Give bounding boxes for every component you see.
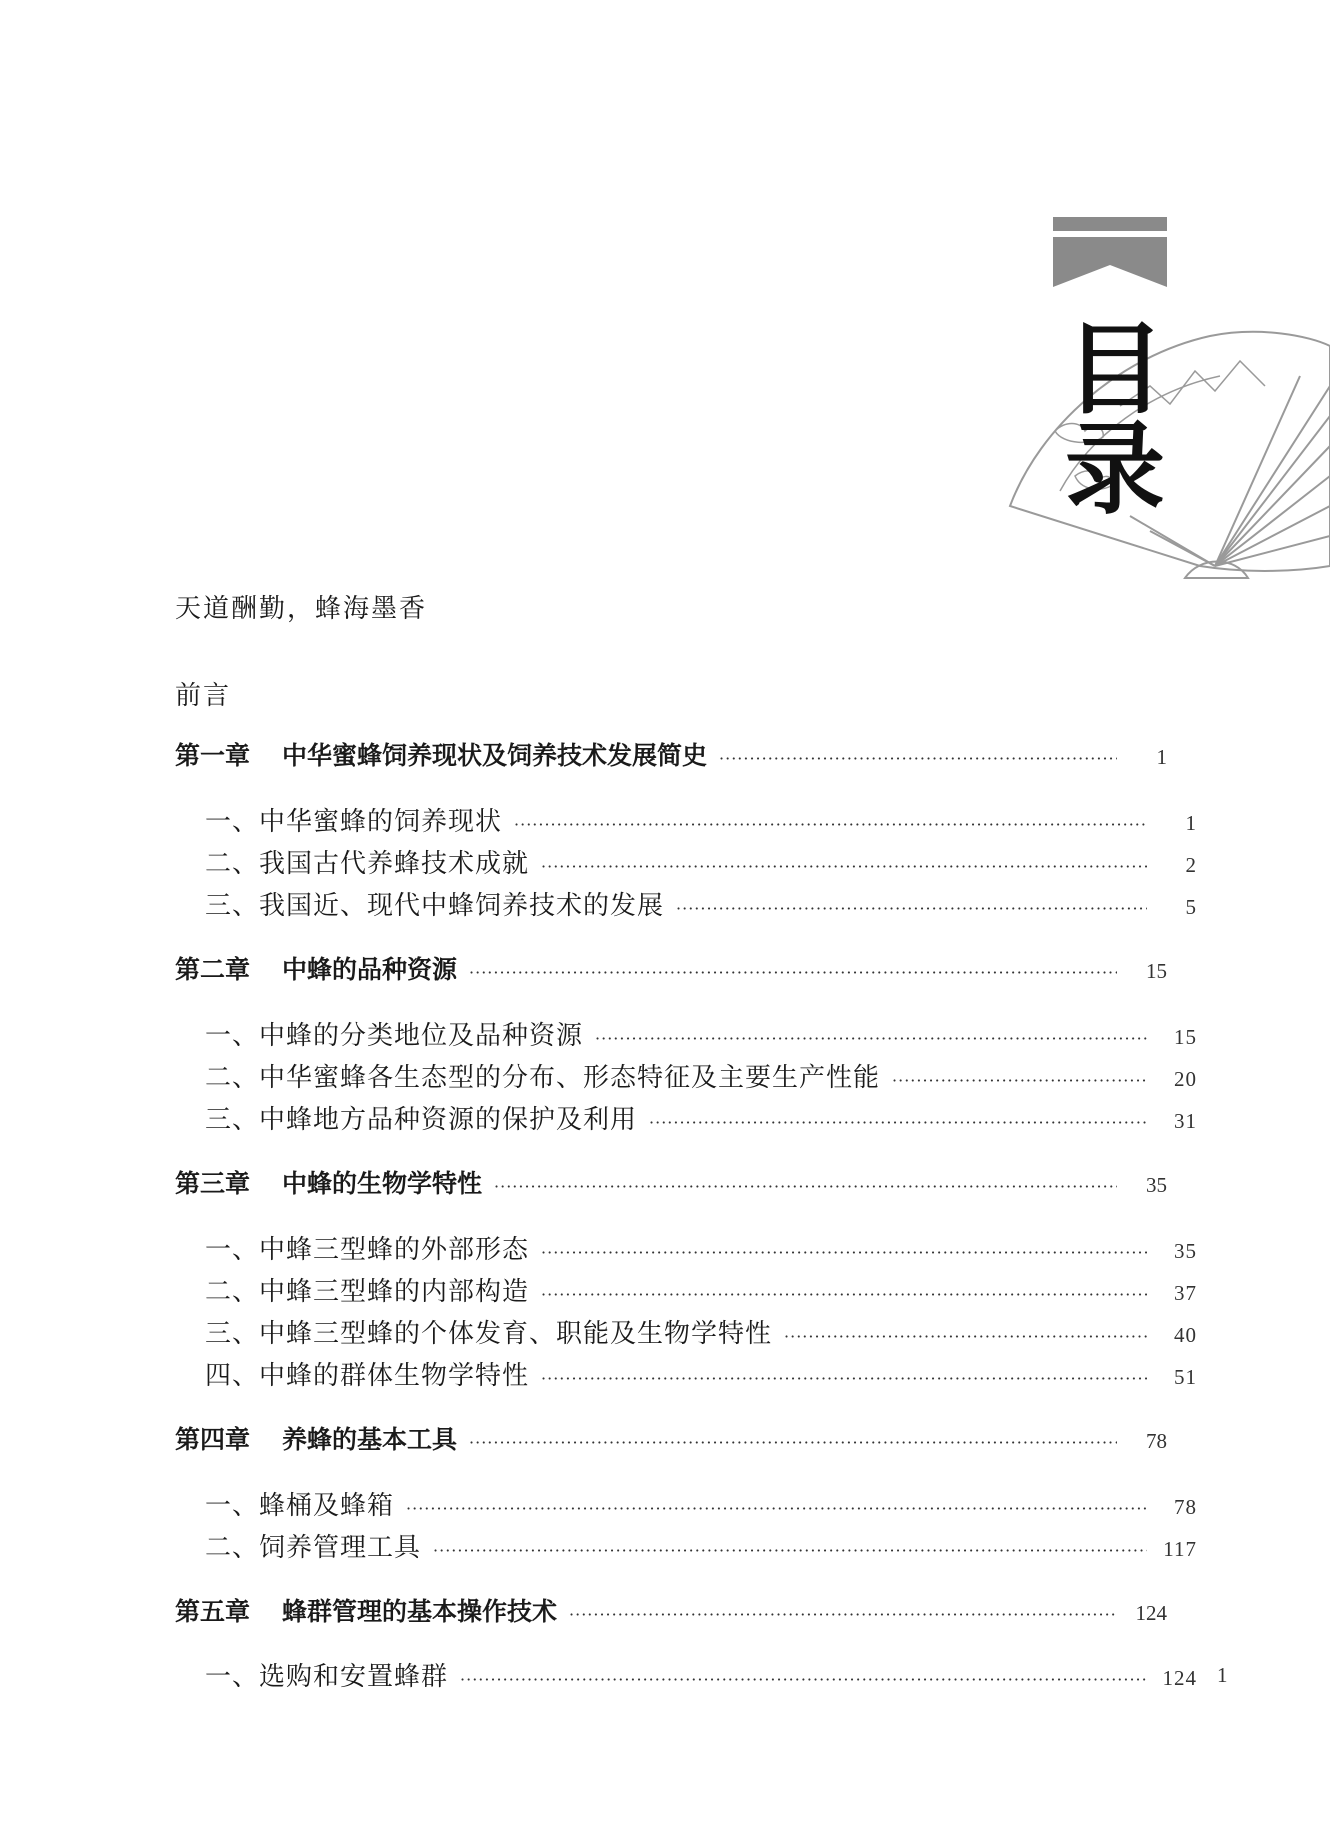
toc-chapter-row xyxy=(175,950,1167,986)
toc-chapter-title: 中蜂的品种资源 xyxy=(282,955,458,984)
toc-leader-dots xyxy=(719,749,1117,768)
toc-page-number: 1 xyxy=(1156,745,1167,769)
preface-entry: 前言 xyxy=(175,681,232,711)
toc-page-number: 78 xyxy=(1174,1495,1197,1519)
toc-chapter-number: 第三章 xyxy=(175,1169,251,1198)
toc-page-number: 31 xyxy=(1174,1109,1197,1133)
toc-section-row xyxy=(175,1485,1197,1522)
toc-chapter-title: 中蜂的生物学特性 xyxy=(282,1169,483,1198)
toc-section-row xyxy=(175,1057,1197,1094)
toc-page-number: 124 xyxy=(1135,1601,1167,1625)
toc-page-number: 51 xyxy=(1174,1365,1197,1389)
toc-section-row xyxy=(175,1099,1197,1136)
toc-section-row xyxy=(175,1527,1197,1564)
toc-section-row xyxy=(175,885,1197,922)
toc-section-title: 三、中蜂三型蜂的个体发育、职能及生物学特性 xyxy=(205,1319,773,1349)
toc-page-number: 2 xyxy=(1185,853,1197,877)
toc-page-number: 15 xyxy=(1146,959,1167,983)
toc-leader-dots xyxy=(541,857,1147,876)
toc-chapter-number: 第一章 xyxy=(175,741,251,770)
toc-page-number: 40 xyxy=(1174,1323,1197,1347)
toc-section-title: 一、中华蜜蜂的饲养现状 xyxy=(205,807,503,837)
toc-section-row xyxy=(175,1313,1197,1350)
toc-chapter-row xyxy=(175,1592,1167,1628)
toc-leader-dots xyxy=(514,815,1147,834)
toc-section-row xyxy=(175,1355,1197,1392)
toc-section-row xyxy=(175,843,1197,880)
toc-page-number: 124 xyxy=(1162,1666,1197,1690)
toc-chapter-row xyxy=(175,1164,1167,1200)
toc-leader-dots xyxy=(892,1071,1147,1090)
toc-section-row xyxy=(175,1229,1197,1266)
toc-page-number: 117 xyxy=(1163,1537,1197,1561)
toc-leader-dots xyxy=(460,1670,1147,1689)
page-title-char-2: 录 xyxy=(1065,411,1165,528)
toc-section-row xyxy=(175,1271,1197,1308)
toc-section-title: 三、中蜂地方品种资源的保护及利用 xyxy=(205,1105,638,1135)
toc-section-title: 二、饲养管理工具 xyxy=(205,1533,422,1563)
toc-chapter-number: 第二章 xyxy=(175,955,251,984)
page-title-char-1: 目 xyxy=(1065,311,1165,428)
toc-section-title: 四、中蜂的群体生物学特性 xyxy=(205,1361,530,1391)
toc-leader-dots xyxy=(469,1433,1117,1452)
toc-leader-dots xyxy=(433,1541,1147,1560)
toc-chapter-title: 中华蜜蜂饲养现状及饲养技术发展简史 xyxy=(282,741,708,770)
toc-section-title: 二、中蜂三型蜂的内部构造 xyxy=(205,1277,530,1307)
toc-section-title: 三、我国近、现代中蜂饲养技术的发展 xyxy=(205,891,665,921)
toc-page-number: 15 xyxy=(1174,1025,1197,1049)
toc-section-title: 二、我国古代养蜂技术成就 xyxy=(205,849,530,879)
toc-section-row xyxy=(175,1656,1197,1693)
toc-leader-dots xyxy=(676,899,1147,918)
toc-leader-dots xyxy=(569,1605,1117,1624)
toc-section-title: 一、中蜂的分类地位及品种资源 xyxy=(205,1021,584,1051)
toc-leader-dots xyxy=(595,1029,1147,1048)
toc-leader-dots xyxy=(406,1499,1147,1518)
toc-leader-dots xyxy=(784,1327,1147,1346)
toc-section-title: 二、中华蜜蜂各生态型的分布、形态特征及主要生产性能 xyxy=(205,1063,881,1093)
toc-page-number: 1 xyxy=(1185,811,1197,835)
toc-page-number: 5 xyxy=(1185,895,1197,919)
toc-chapter-number: 第四章 xyxy=(175,1425,251,1454)
toc-leader-dots xyxy=(541,1285,1147,1304)
toc-section-row xyxy=(175,1015,1197,1052)
toc-chapter-title: 养蜂的基本工具 xyxy=(282,1425,458,1454)
toc-section-title: 一、蜂桶及蜂箱 xyxy=(205,1491,395,1521)
toc-leader-dots xyxy=(541,1243,1147,1262)
toc-chapter-row xyxy=(175,736,1167,772)
toc-page-number: 78 xyxy=(1146,1429,1167,1453)
toc-page-number: 35 xyxy=(1146,1173,1167,1197)
toc-leader-dots xyxy=(494,1177,1117,1196)
toc-section-title: 一、中蜂三型蜂的外部形态 xyxy=(205,1235,530,1265)
toc-leader-dots xyxy=(469,963,1117,982)
toc-page-number: 35 xyxy=(1174,1239,1197,1263)
toc-chapter-number: 第五章 xyxy=(175,1597,251,1626)
toc-section-title: 一、选购和安置蜂群 xyxy=(205,1662,449,1692)
page-number: 1 xyxy=(1217,1663,1228,1687)
toc-leader-dots xyxy=(649,1113,1147,1132)
epigraph-entry: 天道酬勤，蜂海墨香 xyxy=(175,594,428,624)
toc-leader-dots xyxy=(541,1369,1147,1388)
banner-ribbon-icon xyxy=(1053,217,1167,287)
toc-chapter-title: 蜂群管理的基本操作技术 xyxy=(282,1597,558,1626)
toc-page-number: 37 xyxy=(1174,1281,1197,1305)
toc-page-number: 20 xyxy=(1174,1067,1197,1091)
toc-section-row xyxy=(175,801,1197,838)
toc-chapter-row xyxy=(175,1420,1167,1456)
